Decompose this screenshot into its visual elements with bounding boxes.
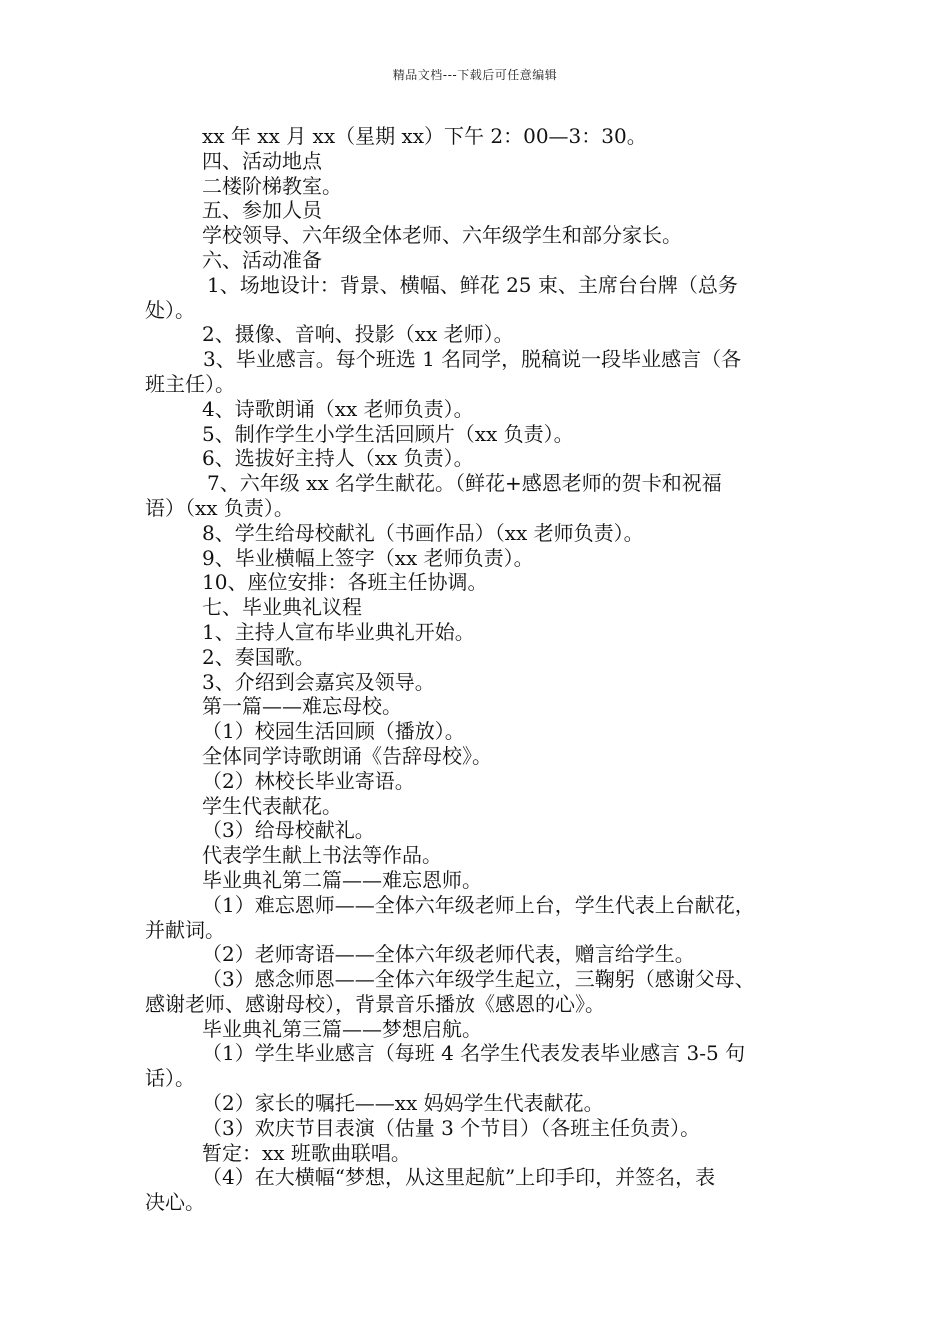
text-line: （1）难忘恩师——全体六年级老师上台，学生代表上台献花，: [202, 892, 755, 917]
text-line: 全体同学诗歌朗诵《告辞母校》。: [202, 743, 492, 768]
text-line: 暂定：xx 班歌曲联唱。: [202, 1140, 411, 1165]
text-line: 并献词。: [145, 917, 225, 942]
text-line: 感谢老师、感谢母校），背景音乐播放《感恩的心》。: [145, 991, 605, 1016]
text-line: 3、介绍到会嘉宾及领导。: [202, 669, 435, 694]
text-line: （1）学生毕业感言（每班 4 名学生代表发表毕业感言 3-5 句: [202, 1041, 746, 1066]
text-line: 1、主持人宣布毕业典礼开始。: [202, 619, 475, 644]
document-header: 精品文档---下载后可任意编辑: [392, 68, 558, 82]
text-line: 9、毕业横幅上签字（xx 老师负责）。: [202, 545, 534, 570]
text-line: xx 年 xx 月 xx（星期 xx）下午 2：00—3：30。: [202, 124, 647, 148]
text-line: 4、诗歌朗诵（xx 老师负责）。: [202, 396, 474, 421]
text-line: （1）校园生活回顾（播放）。: [202, 719, 465, 744]
text-line: （2）林校长毕业寄语。: [202, 768, 415, 793]
text-line: （3）给母校献礼。: [202, 818, 375, 843]
text-line: 第一篇——难忘母校。: [202, 694, 402, 719]
text-line: （4）在大横幅“梦想，从这里起航”上印手印，并签名，表: [202, 1165, 716, 1190]
text-line: （2）家长的嘱托——xx 妈妈学生代表献花。: [202, 1091, 604, 1116]
text-line: （3）欢庆节目表演（估量 3 个节目）（各班主任负责）。: [202, 1115, 701, 1140]
text-line: 2、奏国歌。: [202, 644, 315, 669]
text-line: 话）。: [145, 1066, 195, 1091]
text-line: 二楼阶梯教室。: [202, 173, 342, 198]
text-line: 班主任）。: [145, 371, 235, 396]
text-line: 七、毕业典礼议程: [202, 595, 362, 620]
text-line: 学生代表献花。: [202, 793, 342, 818]
text-line: 处）。: [145, 297, 195, 322]
text-line: （3）感念师恩——全体六年级学生起立，三鞠躬（感谢父母、: [202, 967, 755, 992]
text-line: （2）老师寄语——全体六年级老师代表，赠言给学生。: [202, 942, 695, 967]
text-line: 四、活动地点: [202, 148, 322, 173]
text-line: 2、摄像、音响、投影（xx 老师）。: [202, 322, 514, 347]
text-line: 五、参加人员: [202, 198, 322, 223]
text-line: 1、场地设计：背景、横幅、鲜花 25 束、主席台台牌（总务: [207, 272, 738, 297]
text-line: 6、选拔好主持人（xx 负责）。: [202, 446, 474, 471]
document-body: [145, 124, 815, 1215]
text-line: 代表学生献上书法等作品。: [202, 843, 442, 868]
text-line: 六、活动准备: [202, 247, 322, 272]
text-line: 8、学生给母校献礼（书画作品）（xx 老师负责）。: [202, 520, 644, 545]
text-line: 3、毕业感言。每个班选 1 名同学，脱稿说一段毕业感言（各: [203, 347, 742, 372]
text-line: 毕业典礼第二篇——难忘恩师。: [202, 867, 482, 892]
text-line: 语）（xx 负责）。: [145, 495, 294, 520]
text-line: 10、座位安排：各班主任协调。: [202, 570, 488, 595]
text-line: 学校领导、六年级全体老师、六年级学生和部分家长。: [202, 223, 682, 248]
text-line: 5、制作学生小学生活回顾片（xx 负责）。: [202, 421, 574, 446]
text-line: 7、六年级 xx 名学生献花。（鲜花+感恩老师的贺卡和祝福: [207, 471, 722, 496]
text-line: 毕业典礼第三篇——梦想启航。: [202, 1016, 482, 1041]
text-line: 决心。: [145, 1190, 205, 1215]
